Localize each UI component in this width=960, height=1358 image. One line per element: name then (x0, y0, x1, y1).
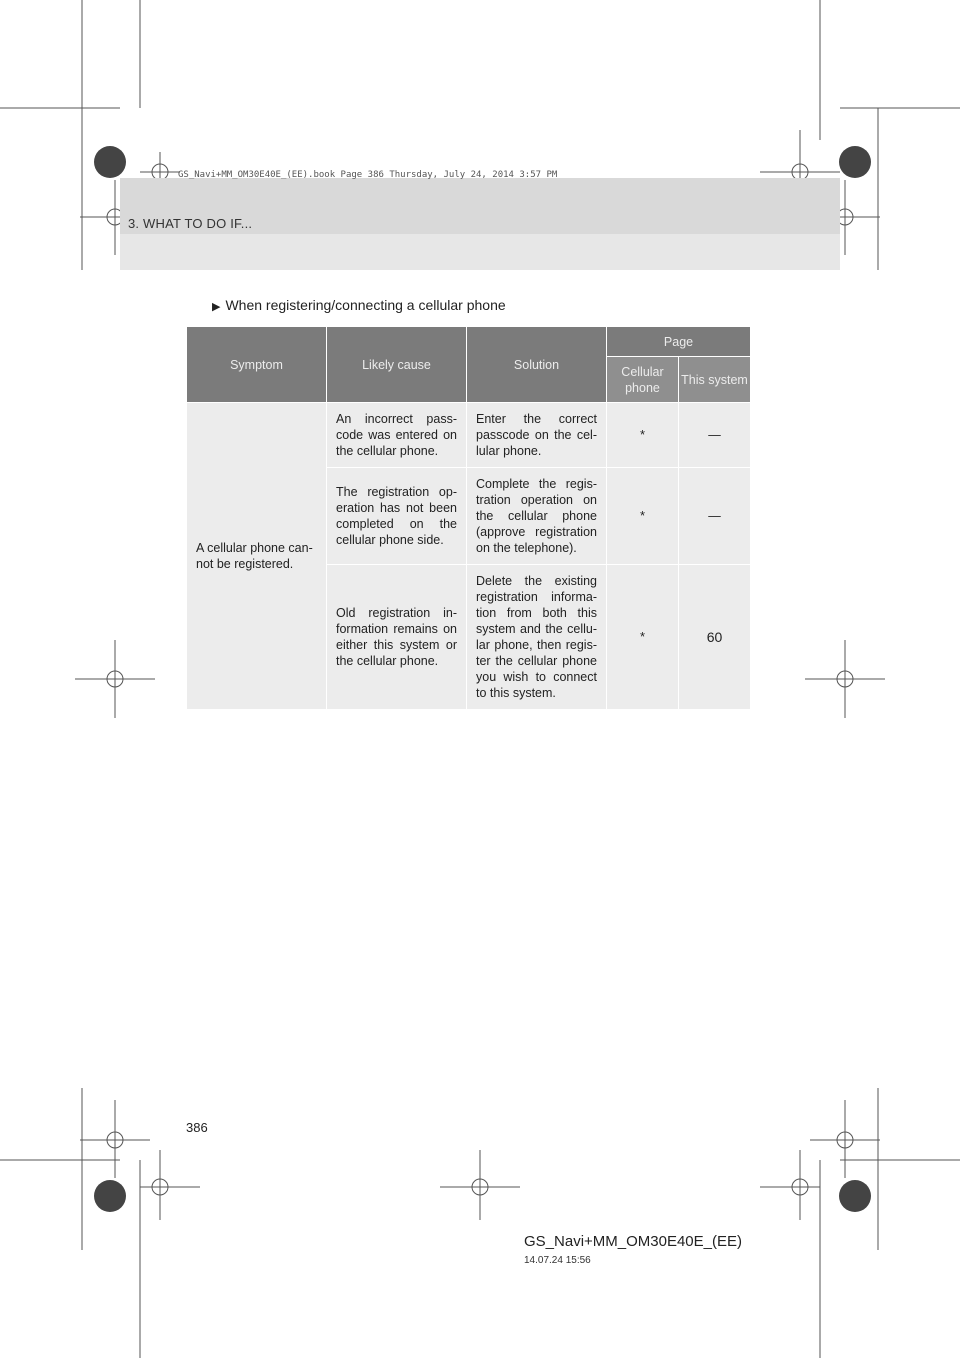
header-page: Page (607, 327, 751, 357)
header-cellular-phone: Cellular phone (607, 357, 679, 403)
symptom-cell: A cellular phone can-not be registered. (187, 403, 327, 710)
section-header-band (120, 178, 840, 270)
header-solution: Solution (467, 327, 607, 403)
phone-page-cell: * (607, 403, 679, 468)
phone-page-cell: * (607, 468, 679, 565)
system-page-cell: — (679, 403, 751, 468)
cause-cell: Old registration in-formation remains on either this system or the cellular phone. (327, 565, 467, 710)
solution-cell: Delete the existing registration informa-tion from both this system and the cellu-lar phone, then regis-ter the cellular phone you wish to connect to this system. (467, 565, 607, 710)
header-this-system: This system (679, 357, 751, 403)
solution-cell: Enter the correct passcode on the cel-lular phone. (467, 403, 607, 468)
cause-cell: An incorrect pass-code was entered on the cellular phone. (327, 403, 467, 468)
subheading-text: When registering/connecting a cellular phone (225, 297, 506, 313)
table-row (187, 403, 751, 468)
header-likely-cause: Likely cause (327, 327, 467, 403)
system-page-cell: 60 (679, 565, 751, 710)
book-file-line: GS_Navi+MM_OM30E40E_(EE).book Page 386 Thursday, July 24, 2014 3:57 PM (178, 170, 558, 180)
triangle-bullet-icon: ▶ (212, 301, 221, 313)
troubleshooting-table (186, 326, 751, 710)
phone-page-cell: * (607, 565, 679, 710)
section-title: 3. WHAT TO DO IF... (128, 216, 253, 231)
page-number: 386 (186, 1120, 208, 1135)
footer-code: GS_Navi+MM_OM30E40E_(EE) (524, 1233, 742, 1250)
system-page-cell: — (679, 468, 751, 565)
solution-cell: Complete the regis-tration operation on the cellular phone (approve registration on the telephone). (467, 468, 607, 565)
cause-cell: The registration op-eration has not been completed on the cellular phone side. (327, 468, 467, 565)
header-symptom: Symptom (187, 327, 327, 403)
footer-date: 14.07.24 15:56 (524, 1255, 591, 1266)
subheading (212, 297, 506, 313)
